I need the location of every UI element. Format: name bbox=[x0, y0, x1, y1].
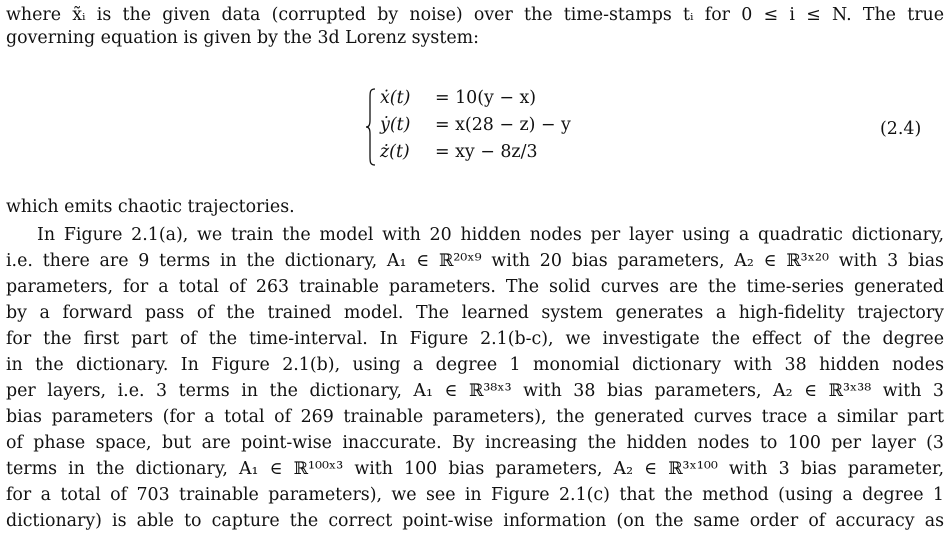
text-line-5: i.e. there are 9 terms in the dictionary, A₁ ∈ ℝ²⁰ˣ⁹ with 20 bias parameters, A₂ ∈ ℝ³ˣ²⁰ with 3 bias bbox=[6, 251, 944, 271]
paragraph-line bbox=[6, 510, 944, 532]
text-line-6: parameters, for a total of 263 trainable parameters. The solid curves are the time-series generated bbox=[6, 277, 944, 297]
equation-lhs: ż(t) bbox=[380, 142, 410, 162]
paragraph-line bbox=[6, 4, 944, 26]
left-brace-icon bbox=[366, 88, 376, 166]
paragraph-line bbox=[6, 354, 944, 376]
paragraph-line bbox=[6, 458, 944, 480]
paragraph-line bbox=[6, 484, 944, 506]
paragraph-line bbox=[6, 250, 944, 272]
text-line-2: governing equation is given by the 3d Lorenz system: bbox=[6, 28, 479, 48]
equation-number: (2.4) bbox=[880, 119, 922, 139]
equation-lhs: ẏ(t) bbox=[380, 115, 411, 135]
equation-row bbox=[380, 113, 571, 137]
text-line-13: terms in the dictionary, A₁ ∈ ℝ¹⁰⁰ˣ³ with 100 bias parameters, A₂ ∈ ℝ³ˣ¹⁰⁰ with 3 bias parameter, bbox=[6, 459, 944, 479]
text-line-3: which emits chaotic trajectories. bbox=[6, 197, 295, 217]
equation-lhs: ẋ(t) bbox=[380, 88, 411, 108]
text-line-4: In Figure 2.1(a), we train the model with 20 hidden nodes per layer using a quadratic dictionary, bbox=[37, 225, 944, 245]
equation-rhs: = x(28 − z) − y bbox=[435, 115, 571, 135]
text-line-8: for the first part of the time-interval. In Figure 2.1(b-c), we investigate the effect of the degree bbox=[6, 329, 944, 349]
paragraph-line bbox=[6, 380, 944, 402]
text-line-12: of phase space, but are point-wise inaccurate. By increasing the hidden nodes to 100 per layer (3 bbox=[6, 433, 944, 453]
text-line-14: for a total of 703 trainable parameters), we see in Figure 2.1(c) that the method (using a degree 1 bbox=[6, 485, 944, 505]
paragraph-line bbox=[37, 224, 944, 246]
text-line-11: bias parameters (for a total of 269 trainable parameters), the generated curves trace a similar part bbox=[6, 407, 944, 427]
equation-row bbox=[380, 86, 536, 110]
paragraph-line bbox=[6, 196, 944, 218]
paragraph-line bbox=[6, 406, 944, 428]
paragraph-line bbox=[6, 302, 944, 324]
text-line-9: in the dictionary. In Figure 2.1(b), using a degree 1 monomial dictionary with 38 hidden nodes bbox=[6, 355, 944, 375]
equation-row bbox=[380, 140, 538, 164]
text-line-1: where x̃ᵢ is the given data (corrupted by noise) over the time-stamps tᵢ for 0 ≤ i ≤ N. The true bbox=[6, 5, 944, 25]
paragraph-line bbox=[6, 328, 944, 350]
text-line-15: dictionary) is able to capture the correct point-wise information (on the same order of accuracy as bbox=[6, 511, 944, 531]
paragraph-line bbox=[6, 432, 944, 454]
paragraph-line bbox=[6, 276, 944, 298]
equation-rhs: = xy − 8z/3 bbox=[435, 142, 538, 162]
equation-rhs: = 10(y − x) bbox=[435, 88, 537, 108]
text-line-10: per layers, i.e. 3 terms in the dictionary, A₁ ∈ ℝ³⁸ˣ³ with 38 bias parameters, A₂ ∈ ℝ³ˣ³⁸ with 3 bbox=[6, 381, 944, 401]
text-line-7: by a forward pass of the trained model. The learned system generates a high-fidelity trajectory bbox=[6, 303, 944, 323]
paragraph-line bbox=[6, 27, 944, 49]
